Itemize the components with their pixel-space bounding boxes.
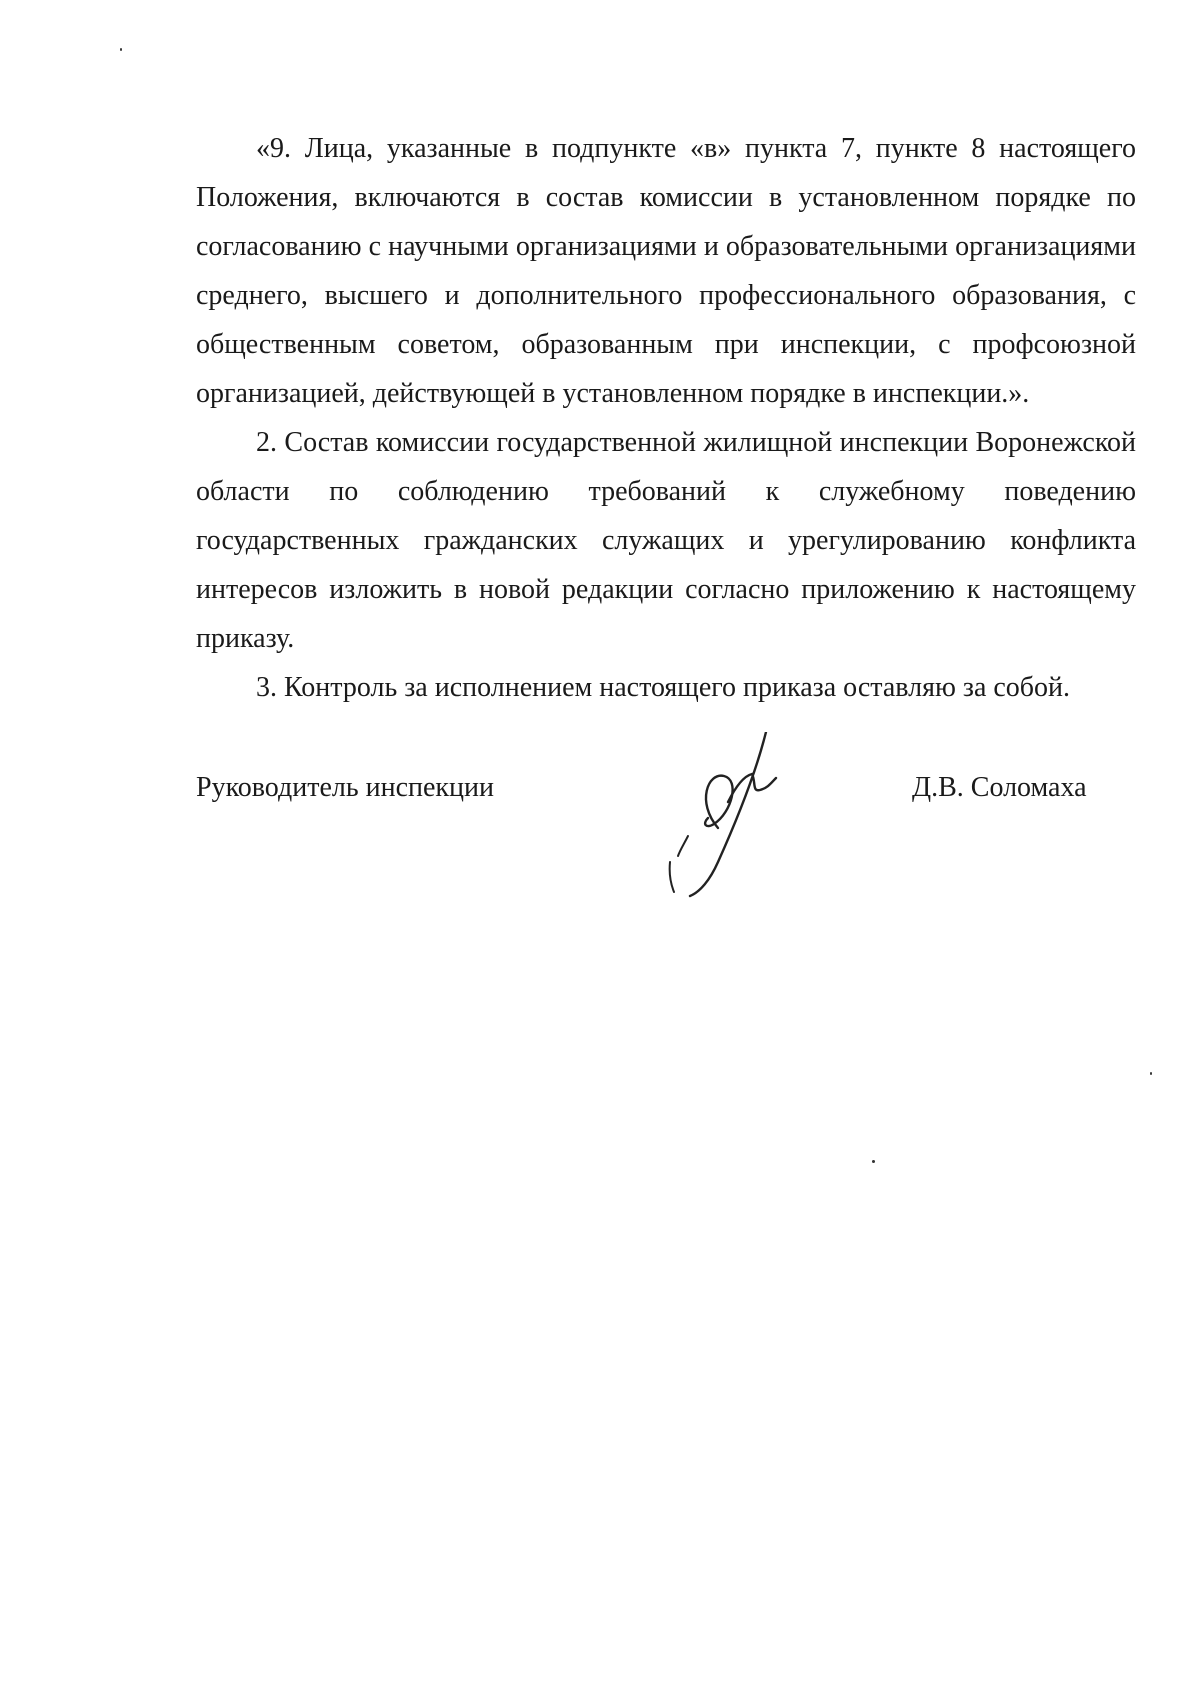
scan-speck [1150, 1072, 1152, 1075]
paragraph-item-3: 3. Контроль за исполнением настоящего приказа оставляю за собой. [256, 672, 1071, 703]
document-body [196, 124, 1136, 712]
paragraph-item-2: 2. Состав комиссии государственной жилищной инспекции Воронежской области по соблюдению требований к служебному поведению государственных гражданских служащих и урегулированию конфликта интересов изложить в новой редакции согласно приложению к настоящему приказу. [196, 427, 1136, 654]
signer-name: Д.В. Соломаха [912, 772, 1087, 803]
scan-speck [872, 1160, 875, 1163]
signature-block [196, 762, 1096, 912]
handwritten-signature [656, 732, 796, 912]
paragraph-item-9: «9. Лица, указанные в подпункте «в» пункта 7, пункте 8 настоящего Положения, включаются в состав комиссии в установленном порядке по согласованию с научными организациями и образовательными организациями среднего, высшего и дополнительного профессионального образования, с общественным советом, образованным при инспекции, с профсоюзной организацией, действующей в установленном порядке в инспекции.». [196, 133, 1136, 409]
scan-speck [120, 48, 122, 51]
signer-position-title: Руководитель инспекции [196, 772, 494, 803]
